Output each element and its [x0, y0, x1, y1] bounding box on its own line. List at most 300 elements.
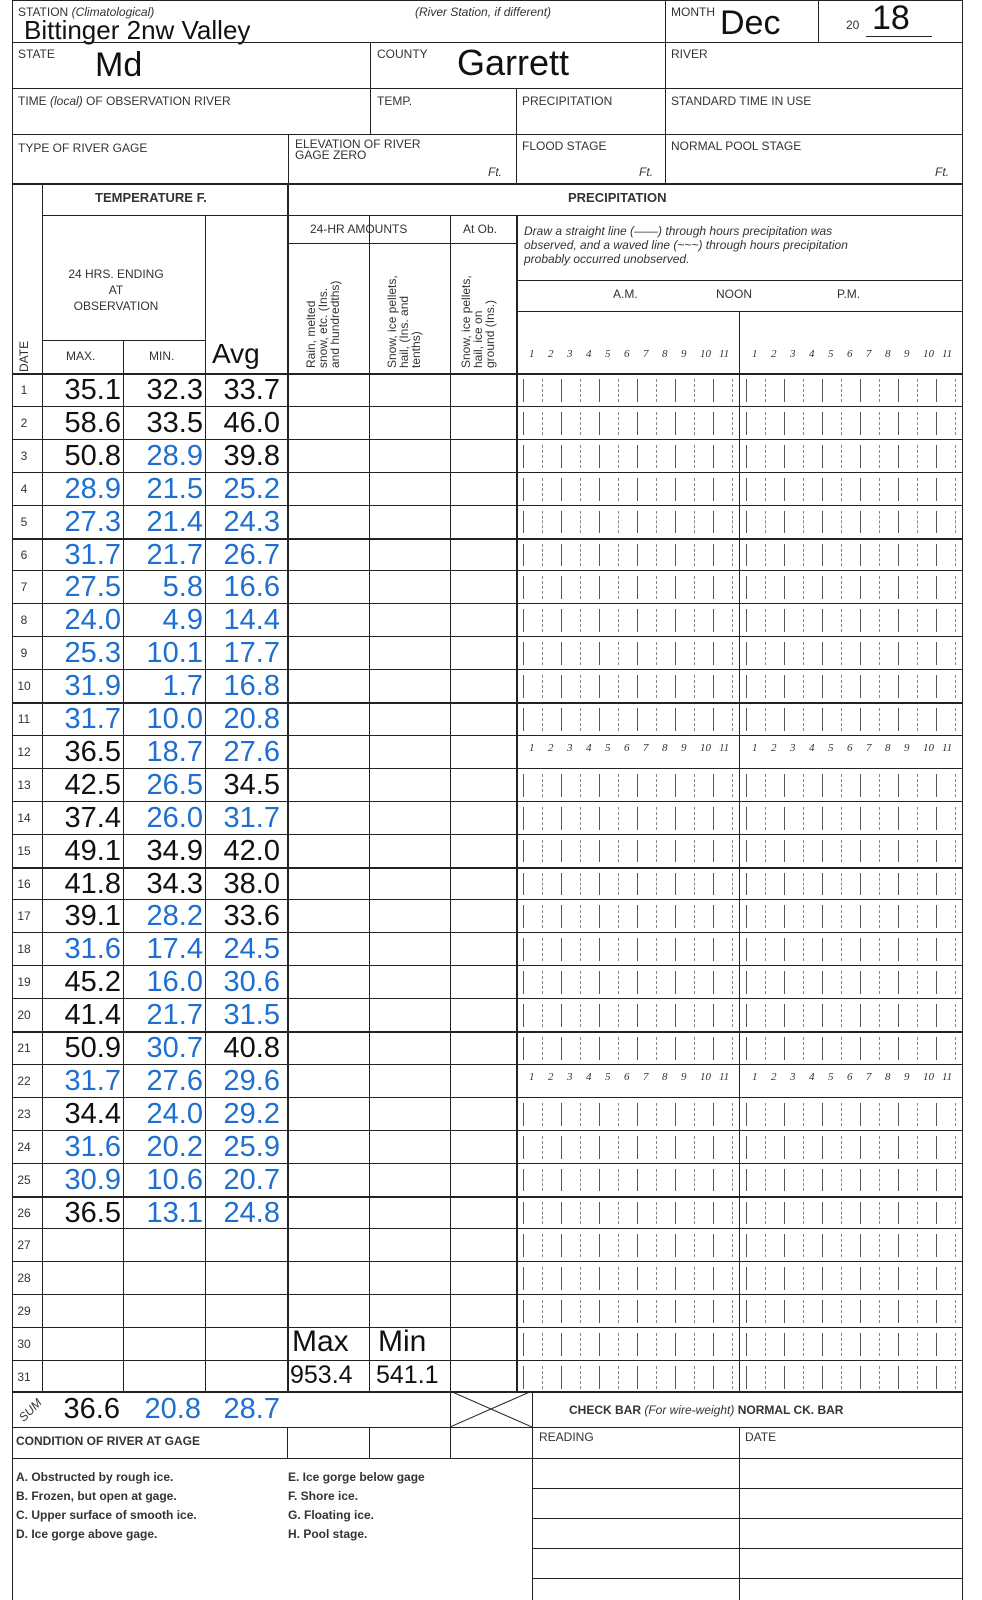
hour-tick	[955, 1366, 956, 1389]
hour-tick	[822, 675, 823, 698]
hour-tick	[955, 675, 956, 698]
hour-tick	[784, 1202, 785, 1225]
hour-tick	[917, 840, 918, 863]
hour-tick	[879, 576, 880, 599]
hour-tick	[523, 708, 524, 731]
hour-tick	[822, 971, 823, 994]
station-value: Bittinger 2nw Valley	[24, 15, 251, 45]
hour-tick	[936, 642, 937, 665]
hour-tick	[879, 478, 880, 501]
hour-tick	[542, 873, 543, 896]
hour-tick	[917, 445, 918, 468]
hour-tick	[542, 511, 543, 534]
row-pm-hour: 2	[771, 1070, 777, 1083]
hour-tick	[694, 938, 695, 961]
temp-avg-value: 29.6	[223, 1064, 280, 1097]
hour-tick	[936, 708, 937, 731]
ground-hours-col-line	[516, 215, 518, 1391]
hour-tick	[841, 576, 842, 599]
hour-tick	[732, 938, 733, 961]
temp-max-value: 35.1	[64, 374, 121, 406]
hour-tick	[580, 1037, 581, 1060]
hour-tick	[542, 774, 543, 797]
hour-tick	[936, 1136, 937, 1159]
header-am-hour: 5	[605, 348, 611, 360]
footer-line-2	[532, 1518, 962, 1519]
hour-tick	[803, 412, 804, 435]
date-number: 7	[20, 580, 28, 595]
hour-tick	[580, 807, 581, 830]
hour-tick	[656, 1234, 657, 1257]
year-prefix: 20	[846, 18, 860, 32]
hour-tick	[803, 609, 804, 632]
date-number: 21	[17, 1041, 31, 1055]
hour-tick	[765, 1366, 766, 1389]
hour-tick	[637, 708, 638, 731]
hour-tick	[656, 511, 657, 534]
hour-tick	[713, 609, 714, 632]
hour-tick	[765, 379, 766, 402]
condition-divider-1	[287, 1427, 288, 1458]
hour-tick	[599, 642, 600, 665]
hour-tick	[523, 1004, 524, 1027]
condition-divider-2	[369, 1427, 370, 1458]
temp-min-value: 16.0	[146, 966, 203, 999]
hour-tick	[917, 478, 918, 501]
hour-tick	[860, 774, 861, 797]
hour-tick	[580, 1366, 581, 1389]
hour-tick	[955, 609, 956, 632]
temp-avg-value: 40.8	[223, 1032, 280, 1064]
hour-tick	[713, 1234, 714, 1257]
hour-tick	[955, 1103, 956, 1126]
hour-tick	[898, 544, 899, 567]
hour-tick	[746, 1267, 747, 1290]
hour-tick	[637, 1103, 638, 1126]
hour-tick	[694, 576, 695, 599]
hour-tick	[694, 609, 695, 632]
hour-tick	[637, 478, 638, 501]
hour-tick	[765, 1300, 766, 1323]
hour-tick	[955, 1234, 956, 1257]
row-pm-hour: 1	[752, 741, 758, 754]
hour-tick	[732, 1267, 733, 1290]
hour-tick	[618, 1234, 619, 1257]
hour-tick	[599, 1366, 600, 1389]
hour-tick	[694, 675, 695, 698]
hour-tick	[822, 905, 823, 928]
max-min-col-line	[123, 340, 124, 1391]
row-pm-hour: 11	[942, 741, 953, 754]
hour-tick	[656, 1136, 657, 1159]
hour-tick	[917, 1366, 918, 1389]
hour-tick	[542, 1300, 543, 1323]
noon-label: NOON	[716, 287, 752, 301]
hour-tick	[746, 1234, 747, 1257]
hour-tick	[784, 412, 785, 435]
row-am-hour: 8	[662, 741, 668, 754]
hour-tick	[675, 1103, 676, 1126]
conditions-left-list	[16, 1468, 197, 1544]
hour-tick	[803, 1267, 804, 1290]
hour-tick	[694, 1333, 695, 1356]
hour-tick	[542, 905, 543, 928]
hour-tick	[713, 840, 714, 863]
header-am-hour: 11	[719, 348, 730, 360]
header-pm-hour: 8	[885, 348, 891, 360]
header-am-hour: 9	[681, 348, 687, 360]
snow-ground-col-line	[450, 215, 451, 1458]
hour-tick	[955, 1169, 956, 1192]
temp-max-value: 31.6	[64, 1130, 121, 1163]
hour-tick	[841, 379, 842, 402]
hour-tick	[713, 971, 714, 994]
hour-tick	[580, 873, 581, 896]
row-pm-hour: 10	[923, 741, 934, 754]
temp-min-value: 10.6	[146, 1163, 203, 1196]
hour-tick	[732, 1300, 733, 1323]
row-am-hour: 4	[586, 741, 592, 754]
hour-tick	[675, 938, 676, 961]
row-pm-hour: 9	[904, 1070, 910, 1083]
hour-tick	[656, 1366, 657, 1389]
hour-tick	[713, 445, 714, 468]
hour-tick	[599, 576, 600, 599]
temp-max-value: 50.9	[64, 1032, 121, 1064]
hour-tick	[898, 1234, 899, 1257]
hour-tick	[713, 1300, 714, 1323]
hour-tick	[656, 938, 657, 961]
hour-tick	[955, 938, 956, 961]
hour-tick	[917, 1136, 918, 1159]
hour-tick	[656, 1202, 657, 1225]
temp-min-value: 28.2	[146, 900, 203, 933]
hour-tick	[694, 1169, 695, 1192]
temp-min-value: 21.5	[146, 472, 203, 505]
hour-tick	[580, 445, 581, 468]
hour-tick	[713, 412, 714, 435]
ground-label: Snow, ice pellets, hail, ice on ground (Ins.)	[459, 275, 497, 368]
hour-tick	[917, 1267, 918, 1290]
hour-tick	[879, 1333, 880, 1356]
hour-tick	[936, 905, 937, 928]
hour-tick	[822, 938, 823, 961]
hour-tick	[599, 938, 600, 961]
hour-tick	[599, 1004, 600, 1027]
hour-tick	[599, 873, 600, 896]
hour-tick	[618, 971, 619, 994]
hour-tick	[860, 445, 861, 468]
hour-tick	[917, 379, 918, 402]
hour-tick	[936, 609, 937, 632]
hour-tick	[955, 1202, 956, 1225]
hour-tick	[879, 938, 880, 961]
hour-tick	[694, 1136, 695, 1159]
row-pm-hour: 10	[923, 1070, 934, 1083]
hour-tick	[542, 412, 543, 435]
hour-tick	[860, 478, 861, 501]
extremes-min-label: Min	[378, 1325, 427, 1358]
hour-tick	[618, 807, 619, 830]
hour-tick	[694, 1037, 695, 1060]
county-label: COUNTY	[377, 47, 428, 61]
hour-tick	[765, 1136, 766, 1159]
date-number: 2	[20, 415, 28, 430]
sum-cross-box	[450, 1391, 532, 1427]
hour-tick	[542, 675, 543, 698]
hour-tick	[561, 840, 562, 863]
hour-tick	[860, 807, 861, 830]
hour-tick	[542, 1004, 543, 1027]
hour-tick	[936, 1300, 937, 1323]
hour-tick	[732, 1202, 733, 1225]
hour-tick	[841, 478, 842, 501]
hour-tick	[784, 807, 785, 830]
hour-tick	[784, 576, 785, 599]
hour-tick	[694, 905, 695, 928]
hour-tick	[675, 478, 676, 501]
hour-tick	[917, 1004, 918, 1027]
hour-tick	[746, 1169, 747, 1192]
hour-tick	[803, 1333, 804, 1356]
hour-tick	[599, 675, 600, 698]
row-pm-hour: 8	[885, 1070, 891, 1083]
temp-max-value: 49.1	[64, 834, 121, 867]
hour-tick	[879, 971, 880, 994]
temp-max-value: 36.5	[64, 1196, 121, 1229]
hour-tick	[841, 1136, 842, 1159]
hour-tick	[746, 1004, 747, 1027]
sum-bottom-border	[12, 1427, 962, 1428]
hour-tick	[637, 938, 638, 961]
hour-tick	[542, 609, 543, 632]
hour-tick	[561, 1234, 562, 1257]
month-divider	[665, 0, 666, 184]
hour-tick	[822, 478, 823, 501]
instruction-text: Draw a straight line (——) through hours precipitation was observed, and a waved line (~~~) through hours precipitation probably occurred unobserved.	[524, 224, 848, 266]
hour-tick	[955, 1004, 956, 1027]
hour-tick	[542, 478, 543, 501]
hour-tick	[599, 478, 600, 501]
hour-tick	[656, 1103, 657, 1126]
hour-tick	[694, 511, 695, 534]
hour-tick	[936, 971, 937, 994]
hour-tick	[599, 1169, 600, 1192]
date-number: 8	[20, 613, 28, 628]
hour-tick	[879, 1234, 880, 1257]
hour-tick	[561, 511, 562, 534]
hour-tick	[656, 1169, 657, 1192]
hour-tick	[732, 1234, 733, 1257]
hour-tick	[637, 1169, 638, 1192]
hour-tick	[542, 1103, 543, 1126]
hour-tick	[523, 938, 524, 961]
hour-tick	[746, 938, 747, 961]
hour-tick	[917, 807, 918, 830]
hour-tick	[561, 379, 562, 402]
hour-tick	[713, 642, 714, 665]
hour-tick	[637, 544, 638, 567]
temp-max-value: 45.2	[64, 966, 121, 999]
hour-tick	[860, 708, 861, 731]
sum-label: SUM	[15, 1395, 45, 1425]
hour-tick	[784, 478, 785, 501]
max-min-header-divider	[42, 340, 205, 341]
hour-tick	[618, 840, 619, 863]
header-am-hour: 3	[567, 348, 573, 360]
hour-tick	[580, 1202, 581, 1225]
hour-tick	[542, 708, 543, 731]
hour-tick	[917, 1300, 918, 1323]
temp-avg-value: 26.7	[223, 538, 280, 571]
hour-tick	[542, 938, 543, 961]
hour-tick	[675, 544, 676, 567]
hour-tick	[898, 1300, 899, 1323]
hour-tick	[732, 840, 733, 863]
hour-tick	[561, 873, 562, 896]
temp-avg-value: 20.7	[223, 1163, 280, 1196]
date-number: 27	[17, 1238, 31, 1253]
hour-tick	[746, 1202, 747, 1225]
temp-max-value: 58.6	[64, 406, 121, 439]
hour-tick	[765, 1103, 766, 1126]
hour-tick	[955, 1300, 956, 1323]
hour-tick	[803, 1234, 804, 1257]
hour-tick	[917, 1333, 918, 1356]
flood-stage-label: FLOOD STAGE	[522, 139, 607, 153]
hour-tick	[898, 905, 899, 928]
hour-tick	[637, 412, 638, 435]
hour-tick	[732, 1366, 733, 1389]
hour-tick	[675, 642, 676, 665]
hour-tick	[765, 971, 766, 994]
temp-avg-value: 16.8	[223, 670, 280, 703]
hour-tick	[822, 445, 823, 468]
hour-tick	[803, 478, 804, 501]
hour-tick	[713, 905, 714, 928]
hour-tick	[694, 412, 695, 435]
hour-tick	[860, 873, 861, 896]
hour-tick	[936, 873, 937, 896]
hour-tick	[675, 971, 676, 994]
hour-tick	[803, 1366, 804, 1389]
hour-tick	[656, 675, 657, 698]
hour-tick	[955, 544, 956, 567]
hour-tick	[561, 576, 562, 599]
row-divider-2	[12, 88, 962, 89]
hour-tick	[860, 1234, 861, 1257]
hour-tick	[675, 1169, 676, 1192]
hour-tick	[803, 938, 804, 961]
hour-tick	[955, 1136, 956, 1159]
hour-tick	[936, 840, 937, 863]
hour-tick	[713, 807, 714, 830]
row-pm-hour: 7	[866, 1070, 872, 1083]
time-label: TIME (local) OF OBSERVATION RIVER	[18, 94, 231, 108]
hour-tick	[803, 708, 804, 731]
hour-tick	[637, 1136, 638, 1159]
temp-min-value: 33.5	[146, 406, 203, 439]
hour-tick	[822, 642, 823, 665]
temp-max-value: 31.7	[64, 1064, 121, 1097]
hour-tick	[656, 971, 657, 994]
hour-tick	[841, 1366, 842, 1389]
hour-tick	[879, 379, 880, 402]
hour-tick	[860, 1103, 861, 1126]
hour-tick	[732, 1333, 733, 1356]
hour-tick	[917, 938, 918, 961]
row-pm-hour: 5	[828, 1070, 834, 1083]
hour-tick	[675, 1004, 676, 1027]
hour-tick	[860, 379, 861, 402]
date-number: 10	[17, 679, 31, 694]
hour-tick	[841, 938, 842, 961]
hour-tick	[784, 544, 785, 567]
hour-tick	[860, 905, 861, 928]
hour-tick	[936, 1004, 937, 1027]
hour-tick	[841, 1103, 842, 1126]
hour-tick	[523, 445, 524, 468]
condition-item: G. Floating ice.	[288, 1508, 375, 1522]
hour-tick	[936, 1202, 937, 1225]
hour-tick	[656, 445, 657, 468]
hour-tick	[765, 938, 766, 961]
hour-tick	[860, 1300, 861, 1323]
hour-tick	[732, 544, 733, 567]
hour-tick	[898, 873, 899, 896]
hour-tick	[618, 544, 619, 567]
hour-tick	[523, 675, 524, 698]
hour-tick	[841, 1333, 842, 1356]
hour-tick	[561, 1333, 562, 1356]
hour-tick	[656, 774, 657, 797]
date-number: 6	[20, 547, 28, 562]
temp-max-value: 37.4	[64, 801, 121, 834]
precipitation-title: PRECIPITATION	[568, 190, 667, 205]
temp-label: TEMP.	[377, 94, 413, 108]
row-pm-hour: 8	[885, 741, 891, 754]
condition-label: CONDITION OF RIVER AT GAGE	[16, 1434, 201, 1448]
hour-tick	[675, 1267, 676, 1290]
elevation-label: ELEVATION OF RIVER GAGE ZERO	[295, 137, 421, 162]
temp-avg-value: 33.6	[223, 900, 280, 933]
hour-tick	[746, 971, 747, 994]
hour-tick	[879, 1136, 880, 1159]
hour-tick	[523, 576, 524, 599]
date-number: 15	[17, 843, 31, 858]
hour-tick	[879, 1103, 880, 1126]
hour-tick	[917, 675, 918, 698]
date-number: 30	[17, 1337, 31, 1352]
row-am-hour: 4	[586, 1070, 592, 1083]
hour-tick	[803, 774, 804, 797]
row-pm-hour: 7	[866, 741, 872, 754]
row-pm-hour: 3	[790, 741, 796, 754]
header-pm-hour: 7	[866, 348, 872, 360]
header-pm-hour: 4	[809, 348, 815, 360]
hour-tick	[955, 840, 956, 863]
date-label: DATE	[17, 340, 31, 372]
hour-tick	[656, 1267, 657, 1290]
hour-tick	[675, 379, 676, 402]
condition-bottom-line	[12, 1458, 962, 1459]
hour-tick	[675, 905, 676, 928]
hour-tick	[675, 1136, 676, 1159]
temp-min-value: 26.5	[146, 768, 203, 801]
hour-tick	[713, 478, 714, 501]
normal-pool-ft: Ft.	[935, 165, 949, 179]
hour-tick	[803, 1136, 804, 1159]
